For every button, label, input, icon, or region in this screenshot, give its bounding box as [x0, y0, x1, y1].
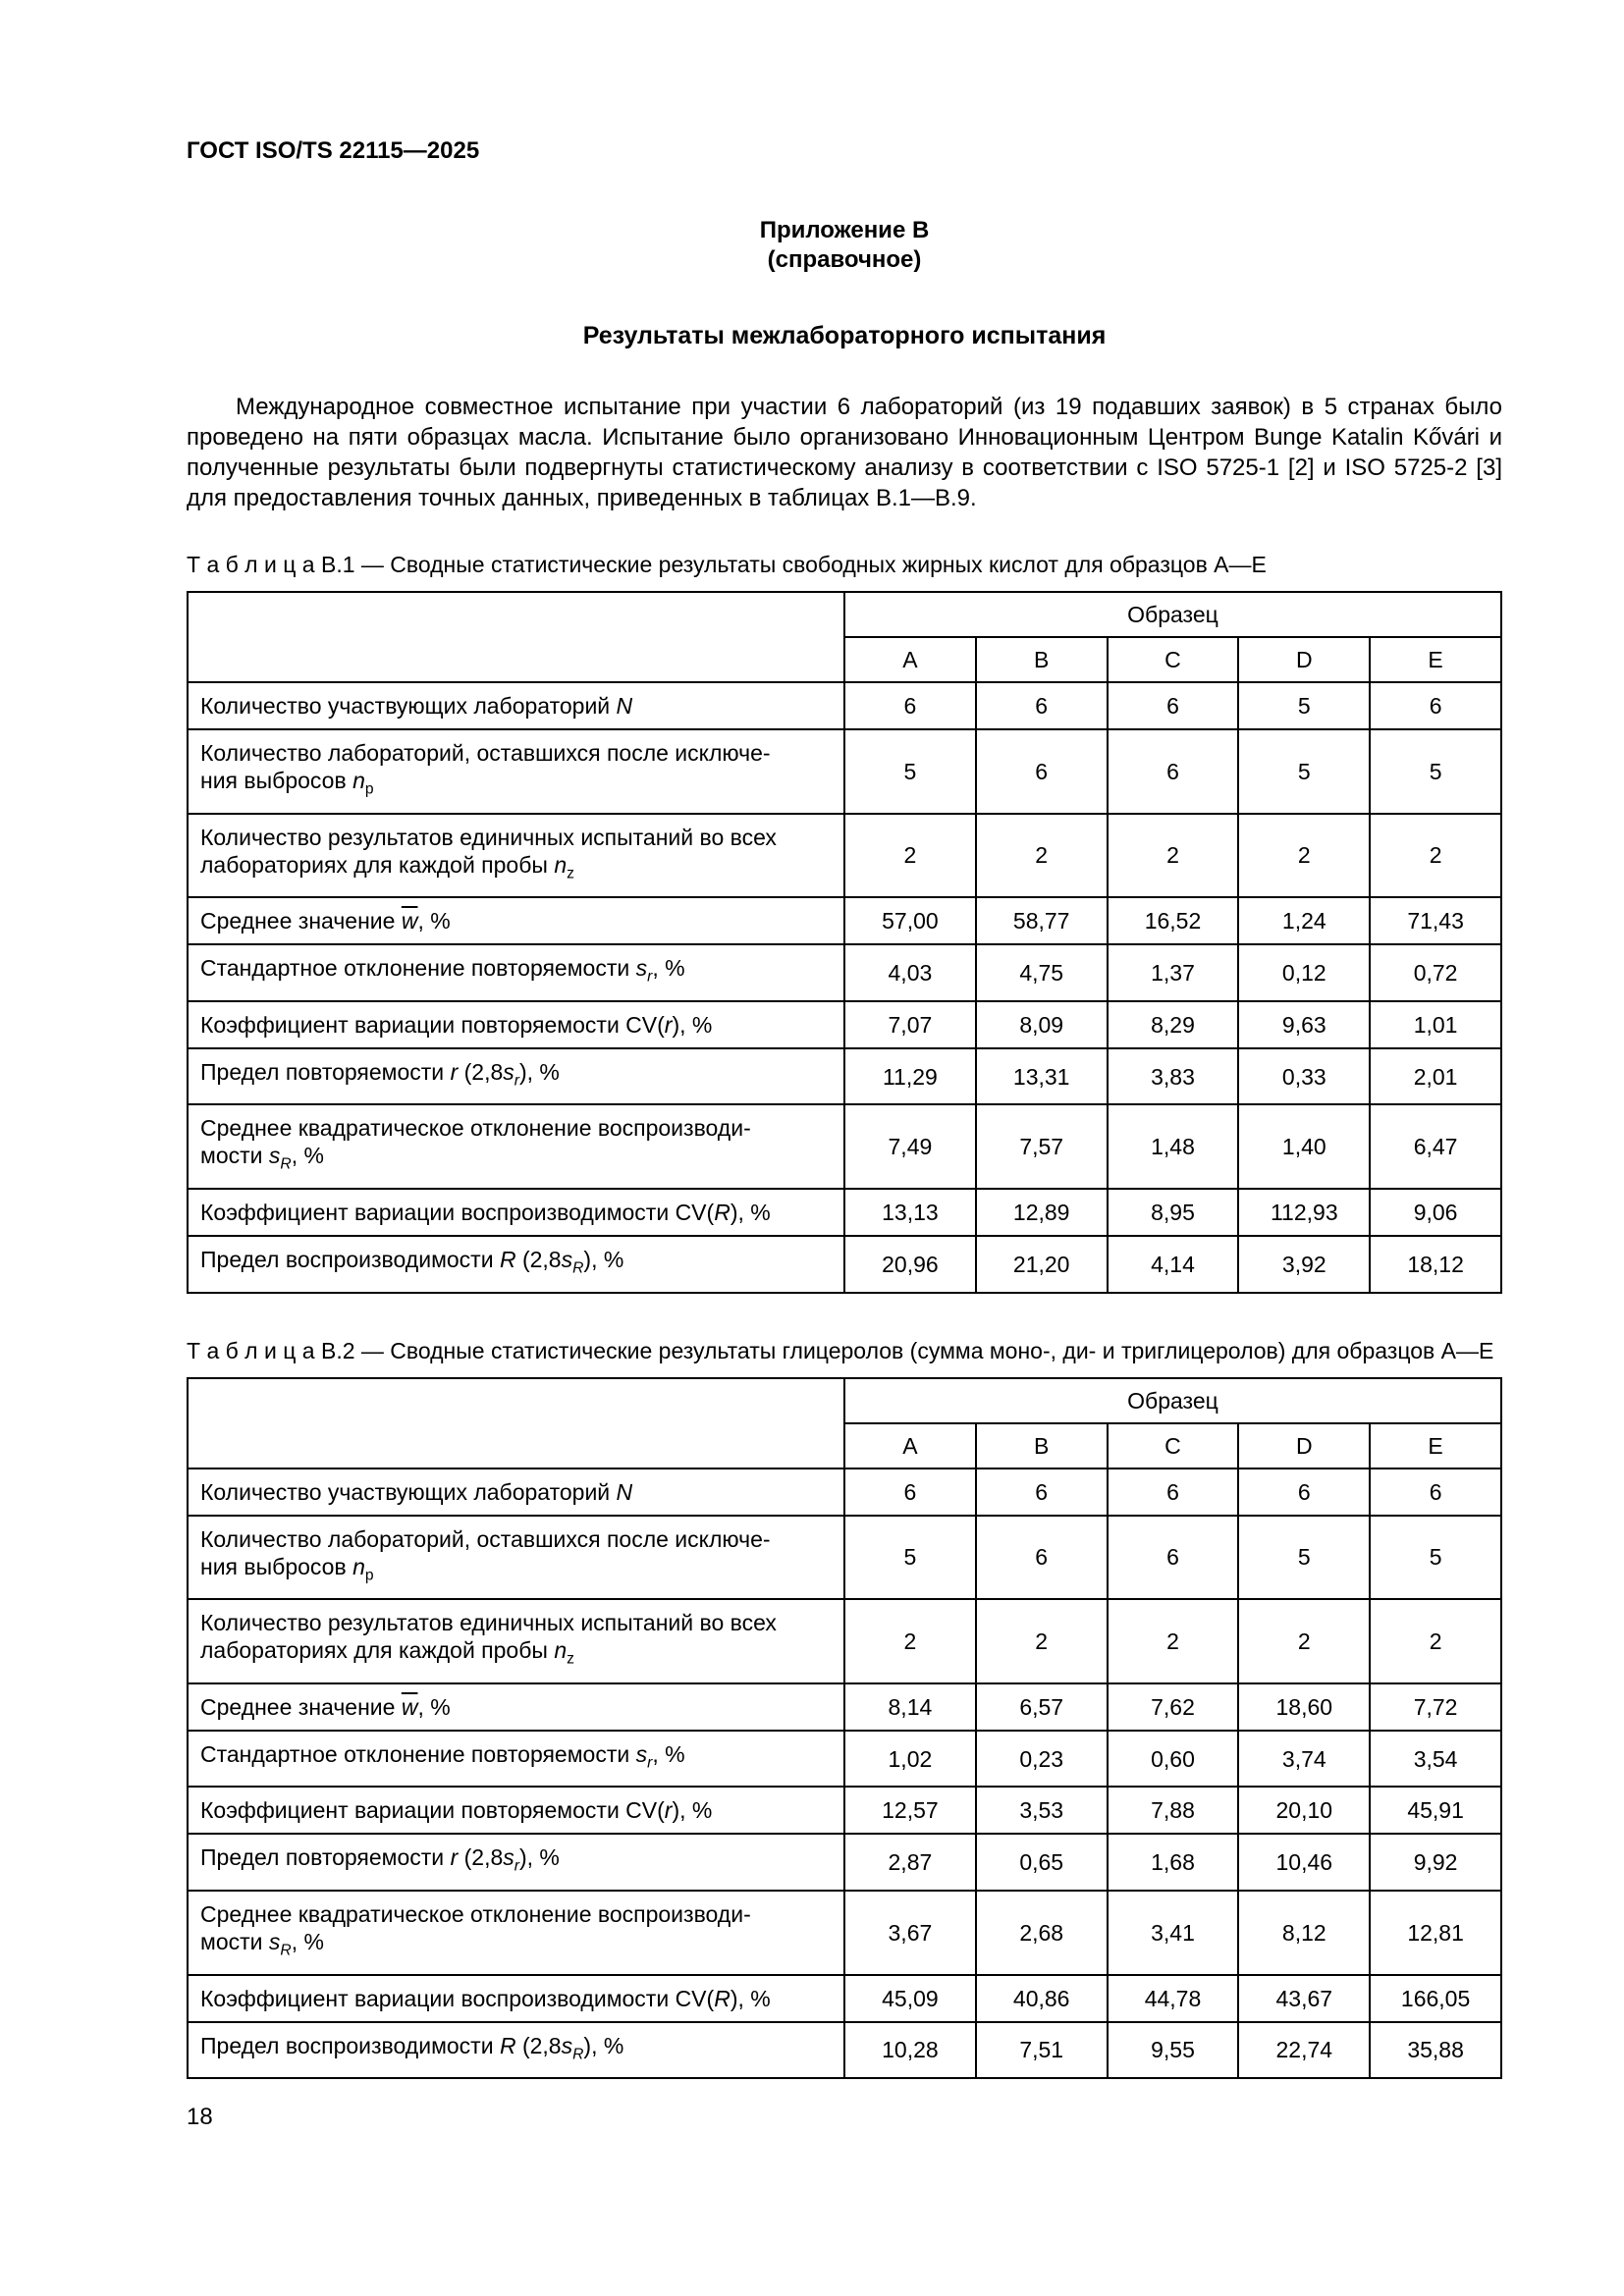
cell-value: 2 — [1238, 814, 1370, 898]
group-header-row — [188, 1378, 1501, 1423]
cell-value: 0,60 — [1108, 1731, 1239, 1788]
cell-value: 18,60 — [1238, 1683, 1370, 1731]
table-body — [188, 682, 1501, 1293]
cell-value: 6 — [1108, 1468, 1239, 1516]
table-b2-caption: Т а б л и ц а В.2 — Сводные статистические результаты глицеролов (сумма моно-, ди- и триглицеролов) для образцов А—Е — [187, 1337, 1494, 1363]
cell-value: 2 — [844, 1599, 976, 1683]
row-label: Предел воспроизводимости R $(2,8s_R)$, % — [188, 1236, 844, 1293]
intro-paragraph: Международное совместное испытание при участии 6 лабораторий (из 19 подавших заявок) в 5 странах было проведено на пяти образцах масла. Испытание было организовано Инновационным Центром Bunge Katalin Kővári и полученные результаты были подвергнуты статистическому анализу в соответствии с ISO 5725-1 [2] и ISO 5725-2 [3] для предоставления точных данных, приведенных в таблицах В.1—В.9. — [187, 394, 1502, 511]
cell-value: 0,12 — [1238, 944, 1370, 1001]
column-header: A — [844, 637, 976, 682]
cell-value: 20,10 — [1238, 1787, 1370, 1834]
cell-value: 1,02 — [844, 1731, 976, 1788]
cell-value: 7,72 — [1370, 1683, 1501, 1731]
table-row — [188, 729, 1501, 814]
column-header: C — [1108, 1423, 1239, 1468]
row-label: Количество участвующих лабораторий N — [188, 682, 844, 729]
cell-value: 57,00 — [844, 897, 976, 944]
cell-value: 7,07 — [844, 1001, 976, 1048]
cell-value: 2 — [976, 1599, 1108, 1683]
cell-value: 6 — [1108, 729, 1239, 814]
cell-value: 2 — [976, 814, 1108, 898]
column-header: B — [976, 637, 1108, 682]
table-row — [188, 944, 1501, 1001]
table-b1-caption: Т а б л и ц а В.1 — Сводные статистические результаты свободных жирных кислот для образцов А—Е — [187, 552, 1267, 577]
row-label: Коэффициент вариации воспроизводимости CV(R), % — [188, 1189, 844, 1236]
table-row — [188, 1001, 1501, 1048]
cell-value: 22,74 — [1238, 2022, 1370, 2079]
cell-value: 2,87 — [844, 1834, 976, 1891]
row-label: Коэффициент вариации повторяемости CV(r), % — [188, 1001, 844, 1048]
table-row — [188, 1516, 1501, 1600]
table-row — [188, 814, 1501, 898]
cell-value: 5 — [1238, 682, 1370, 729]
row-label: Стандартное отклонение повторяемости $s_r$, % — [188, 1731, 844, 1788]
cell-value: 7,57 — [976, 1104, 1108, 1189]
cell-value: 7,49 — [844, 1104, 976, 1189]
cell-value: 0,72 — [1370, 944, 1501, 1001]
cell-value: 35,88 — [1370, 2022, 1501, 2079]
table-row — [188, 897, 1501, 944]
table-row — [188, 1236, 1501, 1293]
row-label: Количество лабораторий, оставшихся после исключе- ния выбросов $n_p$ — [188, 1516, 844, 1600]
table-row — [188, 1834, 1501, 1891]
cell-value: 9,06 — [1370, 1189, 1501, 1236]
cell-value: 5 — [1370, 1516, 1501, 1600]
column-group-header: Образец — [844, 592, 1501, 637]
cell-value: 5 — [1238, 729, 1370, 814]
table-row — [188, 2022, 1501, 2079]
cell-value: 2,01 — [1370, 1048, 1501, 1105]
cell-value: 10,28 — [844, 2022, 976, 2079]
table-body — [188, 1468, 1501, 2079]
cell-value: 6 — [976, 682, 1108, 729]
cell-value: 58,77 — [976, 897, 1108, 944]
cell-value: 6 — [976, 729, 1108, 814]
row-label: Коэффициент вариации воспроизводимости CV(R), % — [188, 1975, 844, 2022]
row-label: Среднее значение $\overline{w}$, % — [188, 897, 844, 944]
row-label: Среднее квадратическое отклонение воспроизводи- мости $s_R$, % — [188, 1104, 844, 1189]
group-header-row — [188, 592, 1501, 637]
cell-value: 9,55 — [1108, 2022, 1239, 2079]
cell-value: 5 — [844, 729, 976, 814]
table-row — [188, 682, 1501, 729]
row-label: Стандартное отклонение повторяемости $s_r$, % — [188, 944, 844, 1001]
cell-value: 1,68 — [1108, 1834, 1239, 1891]
cell-value: 45,91 — [1370, 1787, 1501, 1834]
row-label: Количество лабораторий, оставшихся после исключе- ния выбросов $n_p$ — [188, 729, 844, 814]
table-row — [188, 1787, 1501, 1834]
cell-value: 5 — [844, 1516, 976, 1600]
appendix-label: Приложение В — [759, 217, 930, 243]
cell-value: 7,62 — [1108, 1683, 1239, 1731]
column-header: D — [1238, 637, 1370, 682]
cell-value: 0,23 — [976, 1731, 1108, 1788]
cell-value: 2 — [844, 814, 976, 898]
cell-value: 3,92 — [1238, 1236, 1370, 1293]
cell-value: 6 — [1108, 1516, 1239, 1600]
cell-value: 2,68 — [976, 1891, 1108, 1975]
cell-value: 1,01 — [1370, 1001, 1501, 1048]
row-label: Количество результатов единичных испытаний во всех лабораториях для каждой пробы $n_z$ — [188, 1599, 844, 1683]
cell-value: 4,14 — [1108, 1236, 1239, 1293]
cell-value: 12,89 — [976, 1189, 1108, 1236]
table-row — [188, 1048, 1501, 1105]
document-header: ГОСТ ISO/TS 22115—2025 — [187, 137, 480, 164]
cell-value: 1,48 — [1108, 1104, 1239, 1189]
column-header: B — [976, 1423, 1108, 1468]
cell-value: 40,86 — [976, 1975, 1108, 2022]
cell-value: 6 — [844, 682, 976, 729]
cell-value: 3,74 — [1238, 1731, 1370, 1788]
table-corner-cell — [188, 592, 844, 682]
cell-value: 6 — [976, 1516, 1108, 1600]
cell-value: 9,63 — [1238, 1001, 1370, 1048]
table-b1 — [187, 591, 1502, 1294]
cell-value: 12,81 — [1370, 1891, 1501, 1975]
table-row — [188, 1599, 1501, 1683]
cell-value: 6 — [1238, 1468, 1370, 1516]
cell-value: 112,93 — [1238, 1189, 1370, 1236]
cell-value: 2 — [1108, 814, 1239, 898]
cell-value: 3,67 — [844, 1891, 976, 1975]
cell-value: 5 — [1238, 1516, 1370, 1600]
cell-value: 10,46 — [1238, 1834, 1370, 1891]
row-label: Среднее квадратическое отклонение воспроизводи- мости $s_R$, % — [188, 1891, 844, 1975]
cell-value: 45,09 — [844, 1975, 976, 2022]
cell-value: 71,43 — [1370, 897, 1501, 944]
cell-value: 2 — [1238, 1599, 1370, 1683]
cell-value: 8,14 — [844, 1683, 976, 1731]
cell-value: 4,03 — [844, 944, 976, 1001]
cell-value: 8,09 — [976, 1001, 1108, 1048]
cell-value: 3,53 — [976, 1787, 1108, 1834]
appendix-note: (справочное) — [767, 246, 922, 273]
appendix-title: Результаты межлабораторного испытания — [582, 322, 1107, 349]
cell-value: 0,65 — [976, 1834, 1108, 1891]
row-label: Предел повторяемости r $(2,8s_r)$, % — [188, 1048, 844, 1105]
cell-value: 6 — [1370, 1468, 1501, 1516]
table-row — [188, 1189, 1501, 1236]
cell-value: 6 — [1370, 682, 1501, 729]
cell-value: 7,51 — [976, 2022, 1108, 2079]
column-group-header: Образец — [844, 1378, 1501, 1423]
cell-value: 5 — [1370, 729, 1501, 814]
cell-value: 1,40 — [1238, 1104, 1370, 1189]
cell-value: 7,88 — [1108, 1787, 1239, 1834]
cell-value: 1,37 — [1108, 944, 1239, 1001]
cell-value: 1,24 — [1238, 897, 1370, 944]
column-header: A — [844, 1423, 976, 1468]
row-label: Предел воспроизводимости R $(2,8s_R)$, % — [188, 2022, 844, 2079]
row-label: Количество участвующих лабораторий N — [188, 1468, 844, 1516]
page-number: 18 — [187, 2104, 213, 2130]
row-label: Коэффициент вариации повторяемости CV(r), % — [188, 1787, 844, 1834]
cell-value: 6 — [844, 1468, 976, 1516]
cell-value: 8,12 — [1238, 1891, 1370, 1975]
cell-value: 2 — [1370, 1599, 1501, 1683]
cell-value: 6 — [1108, 682, 1239, 729]
cell-value: 2 — [1370, 814, 1501, 898]
row-label: Предел повторяемости r $(2,8s_r)$, % — [188, 1834, 844, 1891]
table-row — [188, 1468, 1501, 1516]
table-row — [188, 1975, 1501, 2022]
column-header: E — [1370, 637, 1501, 682]
cell-value: 0,33 — [1238, 1048, 1370, 1105]
cell-value: 16,52 — [1108, 897, 1239, 944]
cell-value: 8,95 — [1108, 1189, 1239, 1236]
table-row — [188, 1731, 1501, 1788]
cell-value: 9,92 — [1370, 1834, 1501, 1891]
cell-value: 43,67 — [1238, 1975, 1370, 2022]
cell-value: 13,13 — [844, 1189, 976, 1236]
column-header: D — [1238, 1423, 1370, 1468]
table-b2 — [187, 1377, 1502, 2080]
table-row — [188, 1683, 1501, 1731]
cell-value: 12,57 — [844, 1787, 976, 1834]
cell-value: 3,83 — [1108, 1048, 1239, 1105]
cell-value: 44,78 — [1108, 1975, 1239, 2022]
cell-value: 20,96 — [844, 1236, 976, 1293]
cell-value: 18,12 — [1370, 1236, 1501, 1293]
column-header: C — [1108, 637, 1239, 682]
table-corner-cell — [188, 1378, 844, 1468]
cell-value: 3,41 — [1108, 1891, 1239, 1975]
table-row — [188, 1891, 1501, 1975]
row-label: Среднее значение $\overline{w}$, % — [188, 1683, 844, 1731]
cell-value: 6 — [976, 1468, 1108, 1516]
cell-value: 166,05 — [1370, 1975, 1501, 2022]
cell-value: 3,54 — [1370, 1731, 1501, 1788]
cell-value: 21,20 — [976, 1236, 1108, 1293]
cell-value: 8,29 — [1108, 1001, 1239, 1048]
cell-value: 4,75 — [976, 944, 1108, 1001]
row-label: Количество результатов единичных испытаний во всех лабораториях для каждой пробы $n_z$ — [188, 814, 844, 898]
cell-value: 11,29 — [844, 1048, 976, 1105]
cell-value: 13,31 — [976, 1048, 1108, 1105]
cell-value: 6,47 — [1370, 1104, 1501, 1189]
column-header: E — [1370, 1423, 1501, 1468]
cell-value: 6,57 — [976, 1683, 1108, 1731]
cell-value: 2 — [1108, 1599, 1239, 1683]
table-row — [188, 1104, 1501, 1189]
